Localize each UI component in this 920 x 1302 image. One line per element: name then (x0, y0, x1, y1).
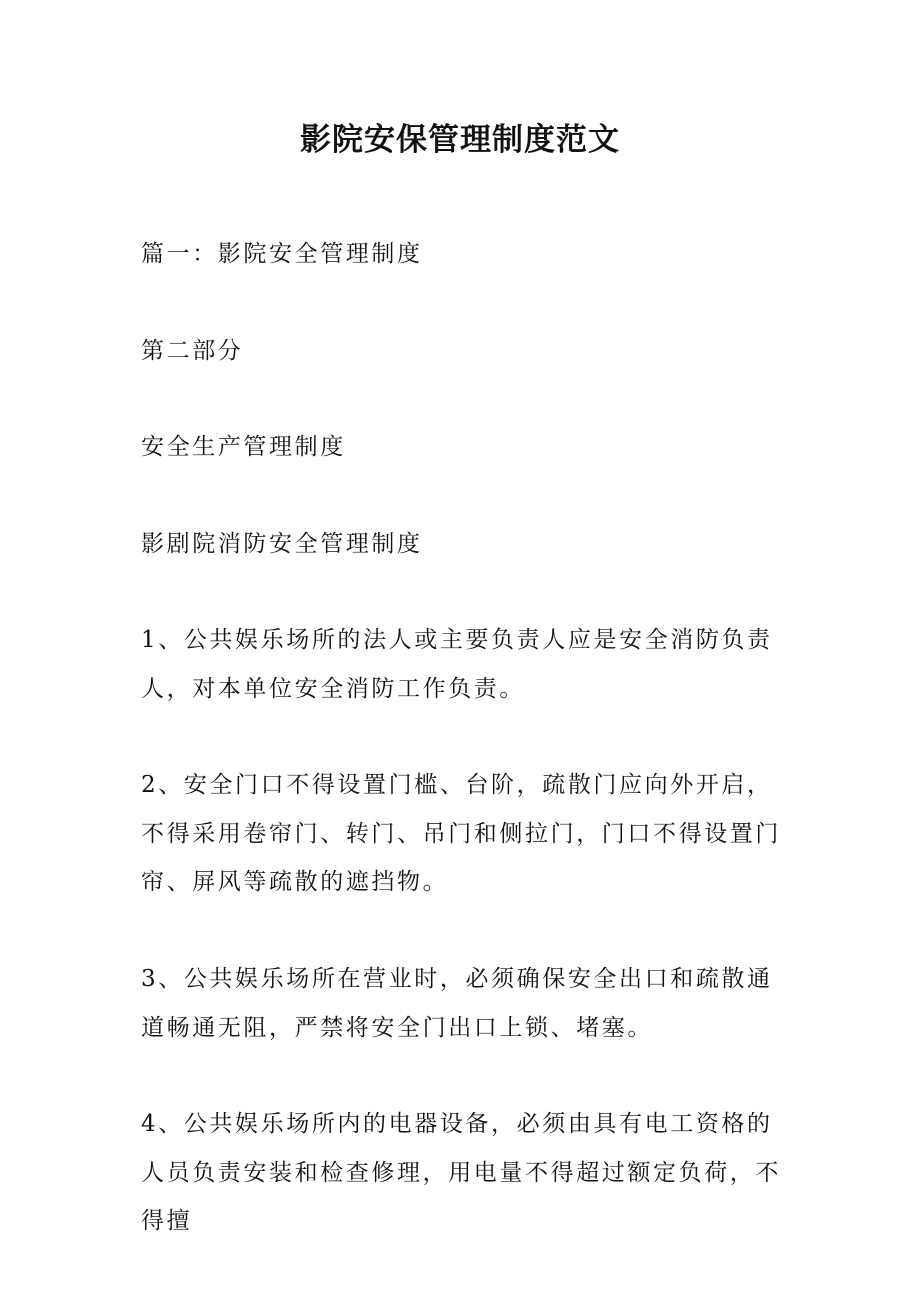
regulation-heading: 影剧院消防安全管理制度 (141, 531, 423, 557)
clause-2: 2、安全门口不得设置门槛、台阶，疏散门应向外开启，不得采用卷帘门、转门、吊门和侧拉门，门口不得设置门帘、屏风等疏散的遮挡物。 (141, 772, 781, 895)
section-heading: 篇一：影院安全管理制度 (141, 241, 423, 267)
clause-4: 4、公共娱乐场所内的电器设备，必须由具有电工资格的人员负责安装和检查修理，用电量不得超过额定负荷，不得擅 (141, 1111, 781, 1234)
part-heading: 第二部分 (141, 338, 244, 364)
clause-3: 3、公共娱乐场所在营业时，必须确保安全出口和疏散通道畅通无阻，严禁将安全门出口上锁、堵塞。 (141, 966, 773, 1041)
clause-1: 1、公共娱乐场所的法人或主要负责人应是安全消防负责人，对本单位安全消防工作负责。 (141, 627, 773, 702)
subsection-heading: 安全生产管理制度 (141, 434, 346, 460)
document-title: 影院安保管理制度范文 (300, 122, 620, 158)
